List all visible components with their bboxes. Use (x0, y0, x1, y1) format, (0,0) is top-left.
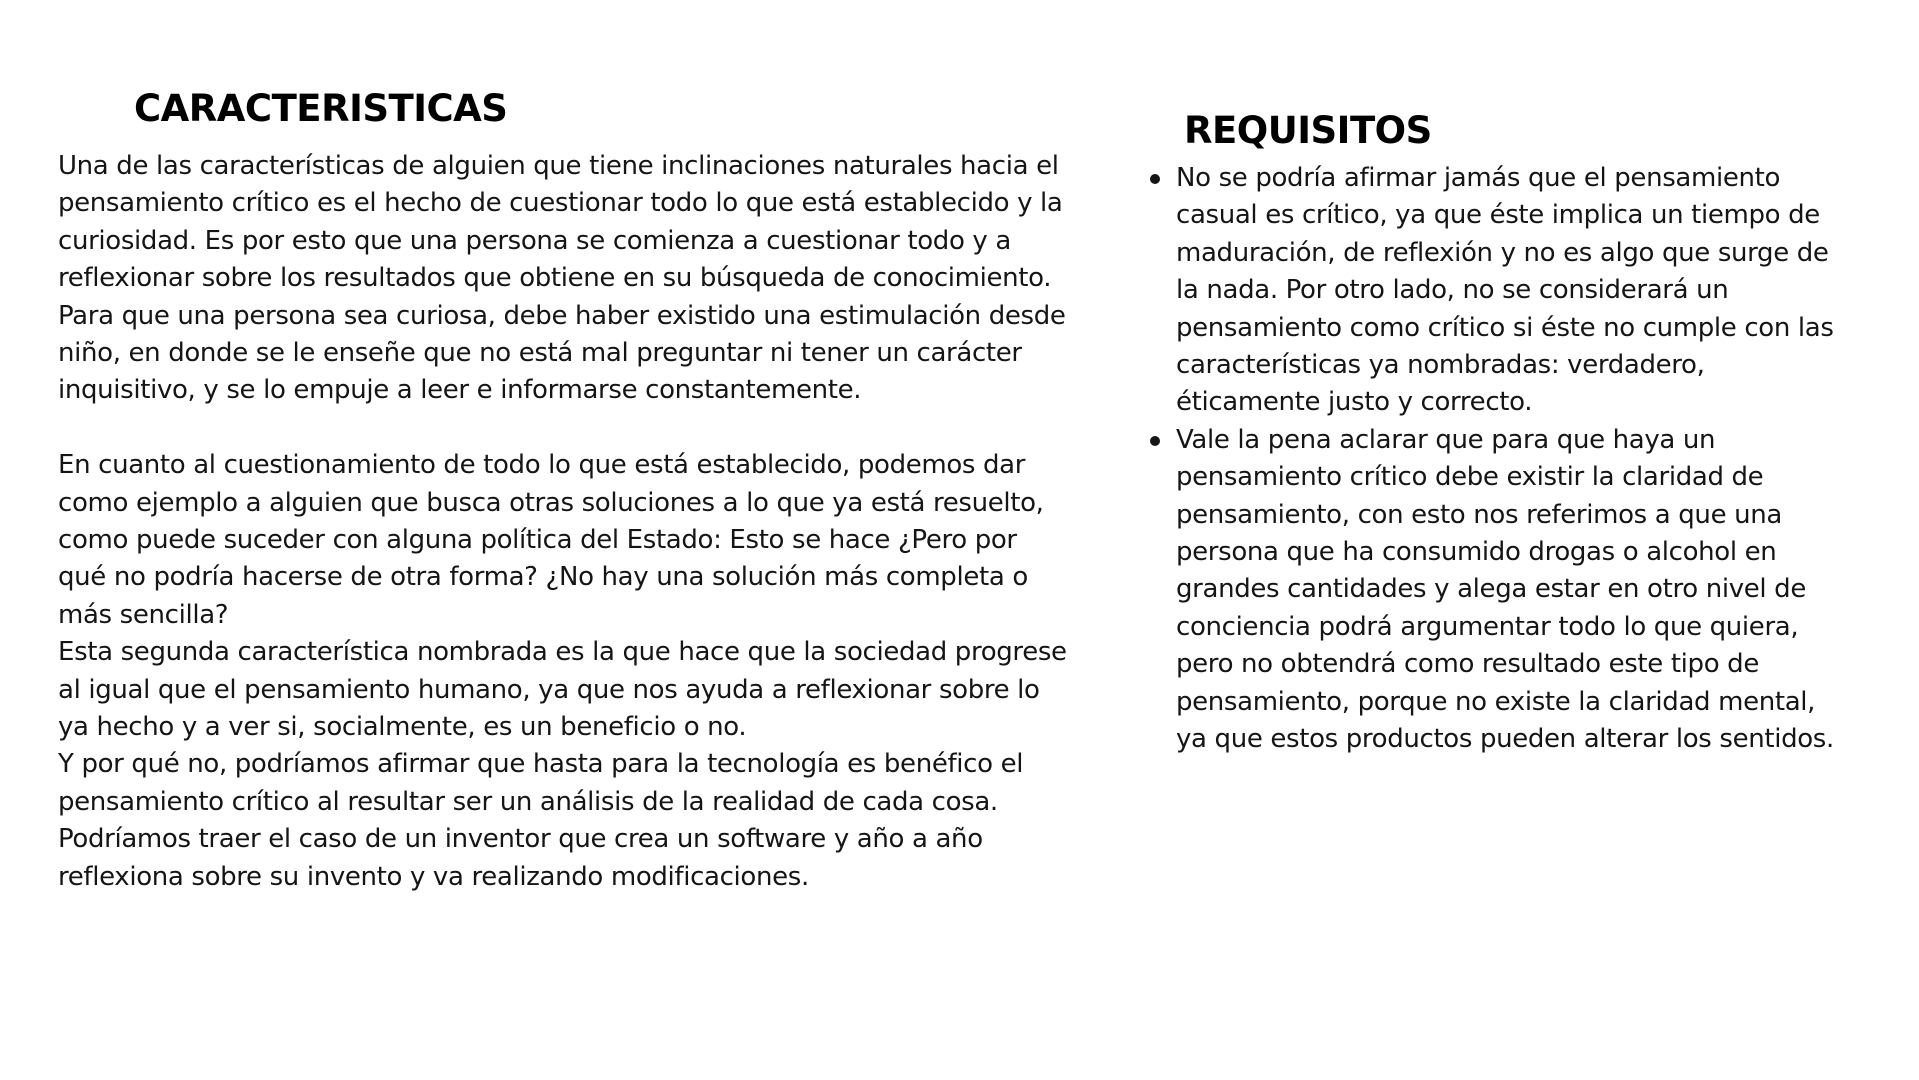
characteristics-paragraph: Y por qué no, podríamos afirmar que hasta para la tecnología es benéfico el pensamiento crítico al resultar ser un análisis de la realidad de cada cosa. Podríamos traer el caso de un inventor que crea un software y año a año reflexiona sobre su invento y va realizando modificaciones. (58, 749, 1024, 892)
requirements-list (1146, 160, 1846, 759)
characteristics-paragraph: Esta segunda característica nombrada es la que hace que la sociedad progrese al igual que el pensamiento humano, ya que nos ayuda a reflexionar sobre lo ya hecho y a ver si, socialmente, es un beneficio o no. (58, 637, 1067, 743)
characteristics-body (58, 148, 1068, 896)
characteristics-paragraph: Para que una persona sea curiosa, debe haber existido una estimulación desde niño, en donde se le enseñe que no está mal preguntar ni tener un carácter inquisitivo, y se lo empuje a leer e informarse constantemente. (58, 300, 1066, 406)
list-item (1146, 160, 1846, 422)
bullet-icon (1150, 436, 1160, 446)
list-item (1146, 422, 1846, 759)
bullet-icon (1150, 174, 1160, 184)
characteristics-paragraph: Una de las características de alguien que tiene inclinaciones naturales hacia el pensamiento crítico es el hecho de cuestionar todo lo que está establecido y la curiosidad. Es por esto que una persona se comienza a cuestionar todo y a reflexionar sobre los resultados que obtiene en su búsqueda de conocimiento. (58, 151, 1063, 294)
characteristics-column (58, 84, 1068, 896)
characteristics-heading: CARACTERISTICAS (134, 87, 508, 130)
characteristics-paragraph: En cuanto al cuestionamiento de todo lo que está establecido, podemos dar como ejemplo a alguien que busca otras soluciones a lo que ya está resuelto, como puede suceder con alguna política del Estado: Esto se hace ¿Pero por qué no podría hacerse de otra forma? ¿No hay una solución más completa o más sencilla? (58, 450, 1044, 630)
paragraph-spacer (58, 410, 1068, 447)
requirements-column (1146, 106, 1846, 759)
requirement-text: No se podría afirmar jamás que el pensamiento casual es crítico, ya que éste implica un tiempo de maduración, de reflexión y no es algo que surge de la nada. Por otro lado, no se considerará un pensamiento como crítico si éste no cumple con las características ya nombradas: verdadero, éticamente justo y correcto. (1176, 163, 1834, 418)
requirements-heading: REQUISITOS (1184, 109, 1432, 152)
requirement-text: Vale la pena aclarar que para que haya un pensamiento crítico debe existir la claridad de pensamiento, con esto nos referimos a que una persona que ha consumido drogas o alcohol en grandes cantidades y alega estar en otro nivel de conciencia podrá argumentar todo lo que quiera, pero no obtendrá como resultado este tipo de pensamiento, porque no existe la claridad mental, ya que estos productos pueden alterar los sentidos. (1176, 424, 1834, 755)
